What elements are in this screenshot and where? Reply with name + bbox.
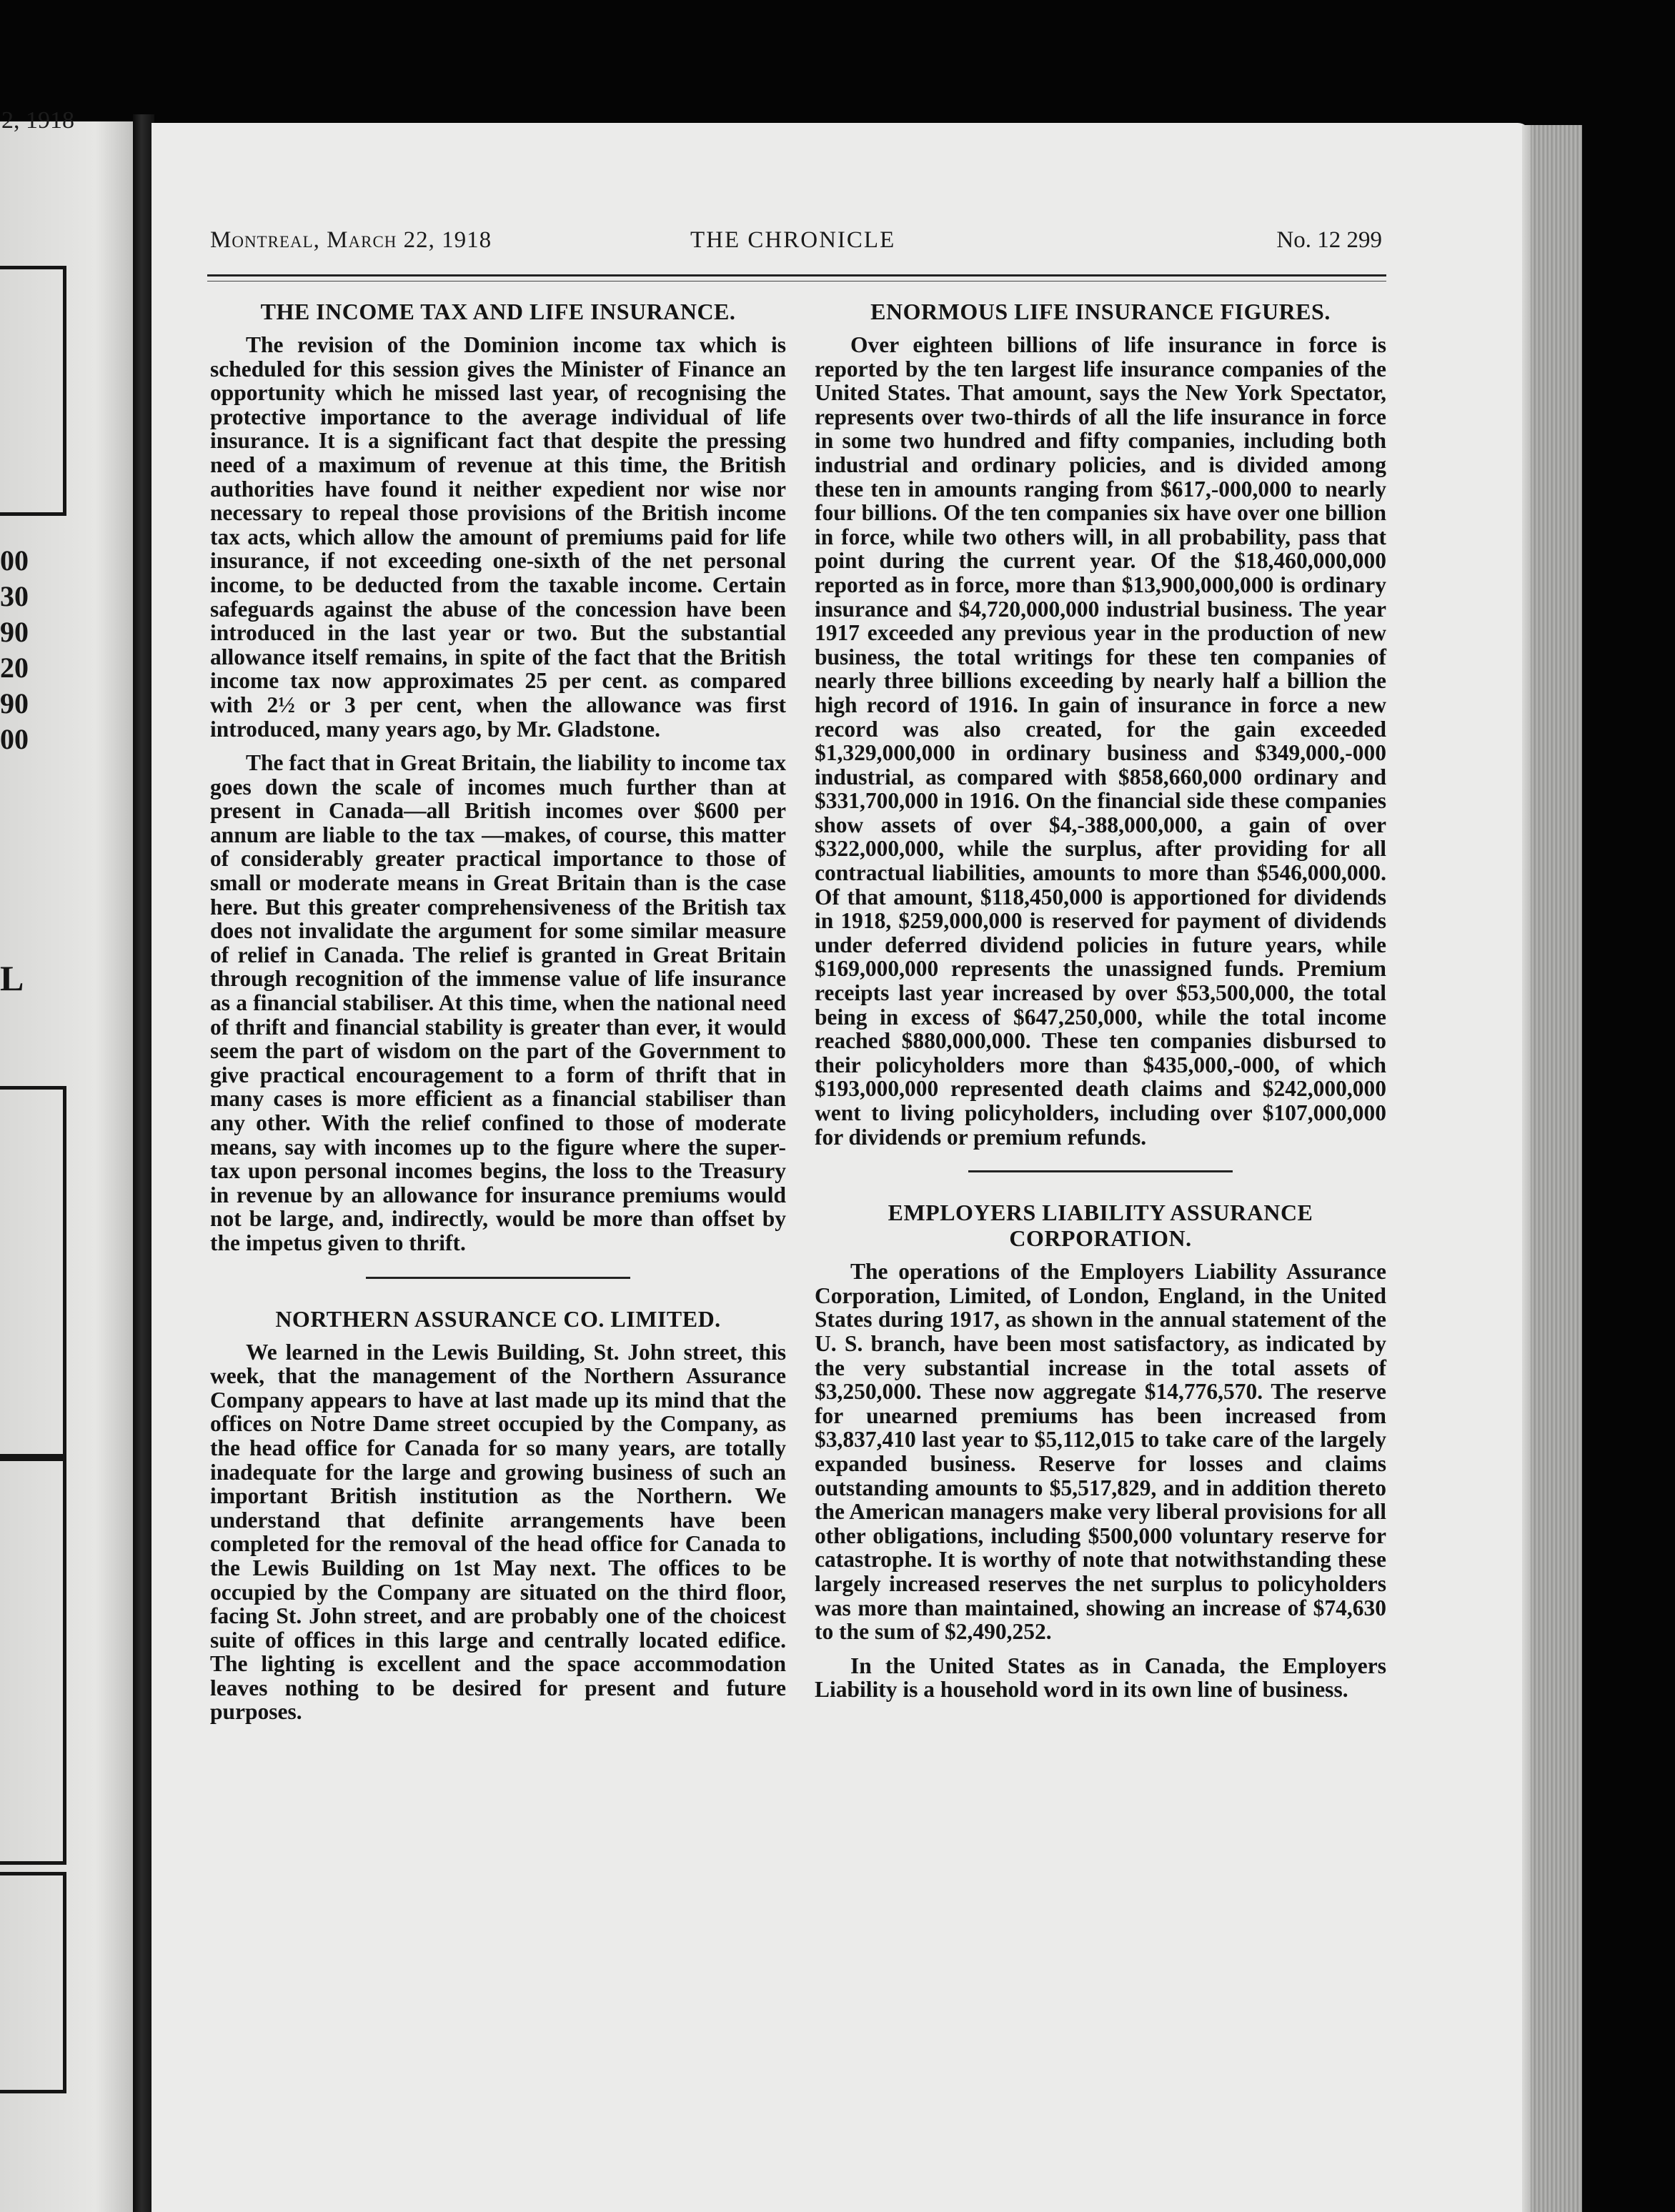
article-paragraph: In the United States as in Canada, the Employers Liability is a household word in its own line of business. (815, 1653, 1386, 1703)
article-paragraph: The revision of the Dominion income tax which is scheduled for this session gives the Minister of Finance an opportunity which he missed last year, of recognising the protective importance to the average individual of life insurance. It is a significant fact that despite the pressing need of a maximum of revenue at this time, the British authorities have found it neither expedient nor wise nor necessary to repeal those provisions of the British income tax acts, which allow the amount of premiums paid for life insurance, if not exceeding one-sixth of the net personal income, to be deducted from the taxable income. Certain safeguards against the abuse of the concession have been introduced in the last year or two. But the substantial allowance itself remains, in spite of the fact that the British income tax now approximates 25 per cent. as compared with 2½ or 3 per cent, when the allowance was first introduced, many years ago, by Mr. Gladstone. (210, 332, 786, 742)
facing-page-number: 30 (0, 580, 29, 612)
column-left (210, 299, 786, 1734)
facing-page-number: 00 (0, 544, 29, 577)
article-title-enormous: ENORMOUS LIFE INSURANCE FIGURES. (870, 299, 1331, 324)
header-rule (207, 274, 1386, 282)
facing-page-header: 2, 1918 (1, 107, 74, 134)
facing-page-box (0, 1872, 66, 2093)
article-paragraph: We learned in the Lewis Building, St. John street, this week, that the management of the Northern Assurance Company appears to have at last made up its mind that the offices on Notre Dame street occupied by the Company, as the head office for Canada for so many years, are totally inadequate for the large and growing business of such an important British institution as the Northern. We understand that definite arrangements have been completed for the removal of the head office for Canada to the Lewis Building on 1st May next. The offices to be occupied by the Company are situated on the third floor, facing St. John street, and are probably one of the choicest suite of offices in this large and centrally located edifice. The lighting is excellent and the space accommodation leaves nothing to be desired for present and future purposes. (210, 1339, 786, 1725)
facing-page-box (0, 266, 66, 516)
running-head-dateline: Montreal, March 22, 1918 (210, 227, 492, 253)
article-title-line: CORPORATION. (1009, 1225, 1192, 1252)
page-stack-edge (1531, 125, 1582, 2212)
column-right (815, 299, 1386, 1712)
facing-page-fragment: L (0, 958, 24, 998)
article-title-line: EMPLOYERS LIABILITY ASSURANCE (888, 1200, 1313, 1226)
facing-page-number: 00 (0, 723, 29, 755)
article-separator (366, 1277, 630, 1279)
facing-page-number: 90 (0, 616, 29, 648)
facing-page-box (0, 1458, 66, 1865)
running-head-title: THE CHRONICLE (690, 227, 896, 253)
running-head-page-number: No. 12 299 (1276, 227, 1382, 253)
article-title-northern: NORTHERN ASSURANCE CO. LIMITED. (275, 1305, 721, 1332)
facing-page-box (0, 1086, 66, 1458)
article-title-income-tax: THE INCOME TAX AND LIFE INSURANCE. (260, 299, 736, 324)
article-paragraph: The fact that in Great Britain, the liability to income tax goes down the scale of incomes much further than at present in Canada—all British incomes over $600 per annum are liable to the tax —makes, of course, this matter of considerably greater practical importance to those of small or moderate means in Great Britain than is the case here. But this greater comprehensiveness of the British tax does not invalidate the argument for some similar measure of relief in Canada. The relief is granted in Great Britain through recognition of the immense value of life insurance as a financial stabiliser. At this time, when the national need of thrift and financial stability is greater than ever, it would seem the part of wisdom on the part of the Government to give practical encouragement to a form of thrift that in many cases is more efficient as a financial stabiliser than any other. With the relief confined to those of moderate means, say with incomes up to the figure where the super-tax upon personal incomes begins, the loss to the Treasury in revenue by an allowance for insurance premiums would not be large, and, indirectly, would be more than offset by the impetus given to thrift. (210, 750, 786, 1255)
facing-page-number: 90 (0, 687, 29, 719)
article-paragraph: The operations of the Employers Liability Assurance Corporation, Limited, of London, England, in the United States during 1917, as shown in the annual statement of the U. S. branch, have been most satisfactory, as indicated by the very substantial increase in the total assets of $3,250,000. These now aggregate $14,776,570. The reserve for unearned premiums has been increased from $3,837,410 last year to $5,112,015 to take care of the largely expanded business. Reserve for losses and claims outstanding amounts to $5,517,829, and in addition thereto the American managers make very liberal provisions for all other obligations, including $500,000 voluntary reserve for catastrophe. It is worthy of note that notwithstanding these largely increased reserves the net surplus to policyholders was more than maintained, showing an increase of $74,630 to the sum of $2,490,252. (815, 1259, 1386, 1645)
facing-page-number: 20 (0, 652, 29, 684)
article-separator (968, 1170, 1233, 1172)
article-paragraph: Over eighteen billions of life insurance in force is reported by the ten largest life insurance companies of the United States. That amount, says the New York Spectator, represents over two-thirds of all the life insurance in force in some two hundred and fifty companies, including both industrial and ordinary policies, and is divided among these ten in amounts ranging from $617,-000,000 to nearly four billions. Of the ten companies six have over one billion in force, while two others will, in all probability, pass that point during the current year. Of the $18,460,000,000 reported as in force, more than $13,900,000,000 is ordinary insurance and $4,720,000,000 industrial business. The year 1917 exceeded any previous year in the production of new business, the total writings for these ten companies of nearly three billions exceeding by nearly half a billion the high record of 1916. In gain of insurance in force a new record was also created, for the gain exceeded $1,329,000,000 in ordinary business and $349,000,-000 industrial, as compared with $858,660,000 ordinary and $331,700,000 in 1916. On the financial side these companies show assets of over $4,-388,000,000, a gain of over $322,000,000, while the surplus, after providing for all contractual liabilities, amounts to more than $546,000,000. Of that amount, $118,450,000 is apportioned for dividends in 1918, $259,000,000 is reserved for payment of dividends under deferred dividend policies in future years, while $169,000,000 represents the unassigned funds. Premium receipts last year increased by over $53,500,000, the total being in excess of $647,250,000, while the total income reached $880,000,000. These ten companies disbursed to their policyholders more than $435,000,-000, of which $193,000,000 represented death claims and $242,000,000 went to living policyholders, including over $107,000,000 for dividends or premium refunds. (815, 332, 1386, 1150)
running-head (210, 227, 1382, 263)
article-title-employers (815, 1200, 1386, 1251)
